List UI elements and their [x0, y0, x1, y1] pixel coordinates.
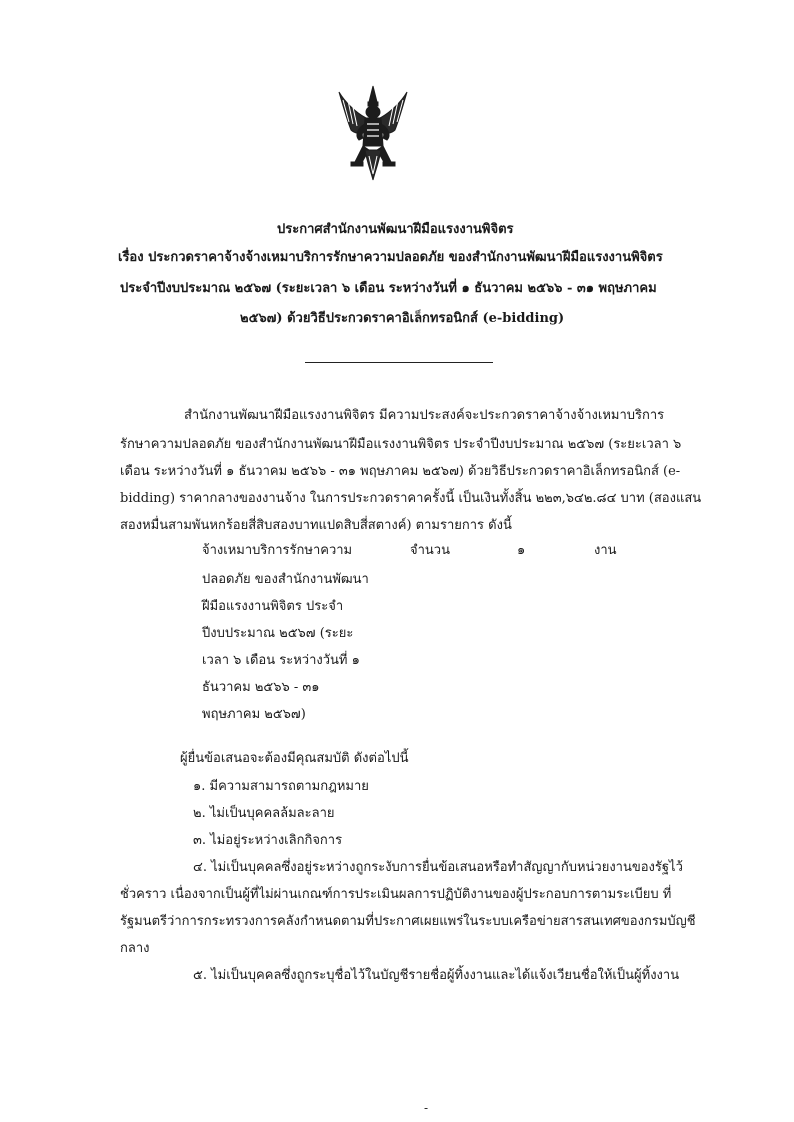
- intro-line-4: bidding) ราคากลางของงานจ้าง ในการประกวดราคาครั้งนี้ เป็นเงินทั้งสิ้น ๒๒๓,๖๔๒.๘๔ บาท (สองแสน: [120, 491, 702, 506]
- item-quantity-label: จำนวน: [410, 543, 450, 558]
- item-description-line: ปลอดภัย ของสำนักงานพัฒนา: [202, 572, 369, 587]
- intro-line-2: รักษาความปลอดภัย ของสำนักงานพัฒนาฝีมือแรงงานพิจิตร ประจำปีงบประมาณ ๒๕๖๗ (ระยะเวลา ๖: [120, 437, 682, 452]
- qualification-item-2: ๒. ไม่เป็นบุคคลล้มละลาย: [193, 806, 335, 821]
- qualification-item-4-line4: กลาง: [120, 941, 150, 956]
- qualification-item-4-line2: ชั่วคราว เนื่องจากเป็นผู้ที่ไม่ผ่านเกณฑ์การประเมินผลการปฏิบัติงานของผู้ประกอบการตามระเบียบ ที่: [120, 887, 672, 902]
- qualification-item-4: ๔. ไม่เป็นบุคคลซึ่งอยู่ระหว่างถูกระงับการยื่นข้อเสนอหรือทำสัญญากับหน่วยงานของรัฐไว้: [193, 860, 683, 875]
- item-description-line: ฝีมือแรงงานพิจิตร ประจำ: [202, 599, 344, 614]
- announcement-subject-line3: ๒๕๖๗) ด้วยวิธีประกวดราคาอิเล็กทรอนิกส์ (e-bidding): [240, 311, 565, 326]
- intro-line-1: สำนักงานพัฒนาฝีมือแรงงานพิจิตร มีความประสงค์จะประกวดราคาจ้างจ้างเหมาบริการ: [184, 408, 665, 423]
- qualifications-heading: ผู้ยื่นข้อเสนอจะต้องมีคุณสมบัติ ดังต่อไปนี้: [180, 751, 409, 766]
- qualification-item-3: ๓. ไม่อยู่ระหว่างเลิกกิจการ: [193, 833, 343, 848]
- garuda-emblem-icon: [337, 84, 409, 184]
- header-divider: [305, 362, 493, 363]
- announcement-subject: เรื่อง ประกวดราคาจ้างจ้างเหมาบริการรักษาความปลอดภัย ของสำนักงานพัฒนาฝีมือแรงงานพิจิตร: [118, 250, 663, 265]
- item-description-line: เวลา ๖ เดือน ระหว่างวันที่ ๑: [202, 653, 360, 668]
- page-footer-mark: -: [424, 1101, 429, 1115]
- intro-line-5: สองหมื่นสามพันหกร้อยสี่สิบสองบาทแปดสิบสี่สตางค์) ตามรายการ ดังนี้: [120, 518, 512, 533]
- item-description-line: ธันวาคม ๒๕๖๖ - ๓๑: [202, 680, 320, 695]
- item-unit: งาน: [594, 543, 617, 558]
- announcement-subject-line2: ประจำปีงบประมาณ ๒๕๖๗ (ระยะเวลา ๖ เดือน ระหว่างวันที่ ๑ ธันวาคม ๒๕๖๖ - ๓๑ พฤษภาคม: [120, 281, 657, 296]
- item-description-line: ปีงบประมาณ ๒๕๖๗ (ระยะ: [202, 626, 354, 641]
- item-description-line: พฤษภาคม ๒๕๖๗): [202, 707, 306, 722]
- item-quantity: ๑: [517, 543, 526, 558]
- item-description-line: จ้างเหมาบริการรักษาความ: [202, 543, 353, 558]
- qualification-item-5: ๕. ไม่เป็นบุคคลซึ่งถูกระบุชื่อไว้ในบัญชีรายชื่อผู้ทิ้งงานและได้แจ้งเวียนชื่อให้เป็นผู้ทิ้งงาน: [193, 968, 680, 983]
- qualification-item-4-line3: รัฐมนตรีว่าการกระทรวงการคลังกำหนดตามที่ประกาศเผยแพร่ในระบบเครือข่ายสารสนเทศของกรมบัญชี: [120, 914, 696, 929]
- intro-line-3: เดือน ระหว่างวันที่ ๑ ธันวาคม ๒๕๖๖ - ๓๑ พฤษภาคม ๒๕๖๗) ด้วยวิธีประกวดราคาอิเล็กทรอนิกส์ (e-: [120, 464, 681, 479]
- qualification-item-1: ๑. มีความสามารถตามกฎหมาย: [193, 779, 369, 794]
- announcement-title: ประกาศสำนักงานพัฒนาฝีมือแรงงานพิจิตร: [277, 222, 514, 237]
